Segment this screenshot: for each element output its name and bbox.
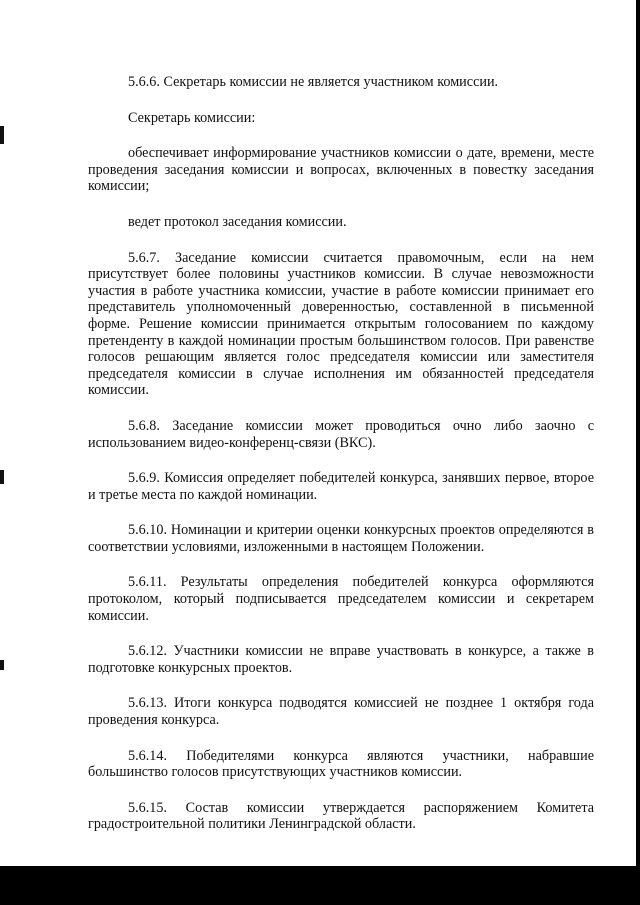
clause-5-6-14: 5.6.14. Победителями конкурса являются участники, набравшие большинство голосов присутствующих участников комиссии. xyxy=(88,747,594,781)
secretary-duty-informing: обеспечивает информирование участников комиссии о дате, времени, месте проведения заседания комиссии и вопросах, включенных в повестку заседания комиссии; xyxy=(88,145,594,195)
clause-5-6-9: 5.6.9. Комиссия определяет победителей конкурса, занявших первое, второе и третье места по каждой номинации. xyxy=(88,470,594,503)
clause-5-6-11: 5.6.11. Результаты определения победителей конкурса оформляются протоколом, который подписывается председателем комиссии и секретарем комиссии. xyxy=(88,574,594,624)
secretary-duty-protocol: ведет протокол заседания комиссии. xyxy=(128,213,347,230)
scan-bottom-border xyxy=(0,866,640,905)
clause-5-6-15: 5.6.15. Состав комиссии утверждается распоряжением Комитета градостроительной политики Ленинградской области. xyxy=(88,799,594,833)
clause-5-6-10: 5.6.10. Номинации и критерии оценки конкурсных проектов определяются в соответствии условиями, изложенными в настоящем Положении. xyxy=(88,522,594,555)
clause-5-6-8: 5.6.8. Заседание комиссии может проводиться очно либо заочно с использованием видео-конференц-связи (ВКС). xyxy=(88,417,594,451)
document-body xyxy=(88,74,594,852)
scan-edge-mark xyxy=(0,126,4,144)
clause-5-6-7: 5.6.7. Заседание комиссии считается правомочным, если на нем присутствует более половины участников комиссии. В случае невозможности участия в работе участника комиссии, участие в работе комиссии принимает его представитель уполномоченный доверенностью, составленной в письменной форме. Решение комиссии принимается открытым голосованием по каждому претенденту в каждой номинации простым большинством голосов. При равенстве голосов решающим является голос председателя комиссии или заместителя председателя комиссии в случае исполнения им обязанностей председателя комиссии. xyxy=(88,249,594,399)
secretary-heading: Секретарь комиссии: xyxy=(128,109,256,126)
clause-5-6-12: 5.6.12. Участники комиссии не вправе участвовать в конкурсе, а также в подготовке конкурсных проектов. xyxy=(88,643,594,676)
clause-5-6-13: 5.6.13. Итоги конкурса подводятся комиссией не позднее 1 октября года проведения конкурса. xyxy=(88,695,594,729)
scan-edge-mark xyxy=(0,470,4,484)
scan-edge-mark xyxy=(0,660,4,670)
clause-5-6-6: 5.6.6. Секретарь комиссии не является участником комиссии. xyxy=(128,74,499,90)
